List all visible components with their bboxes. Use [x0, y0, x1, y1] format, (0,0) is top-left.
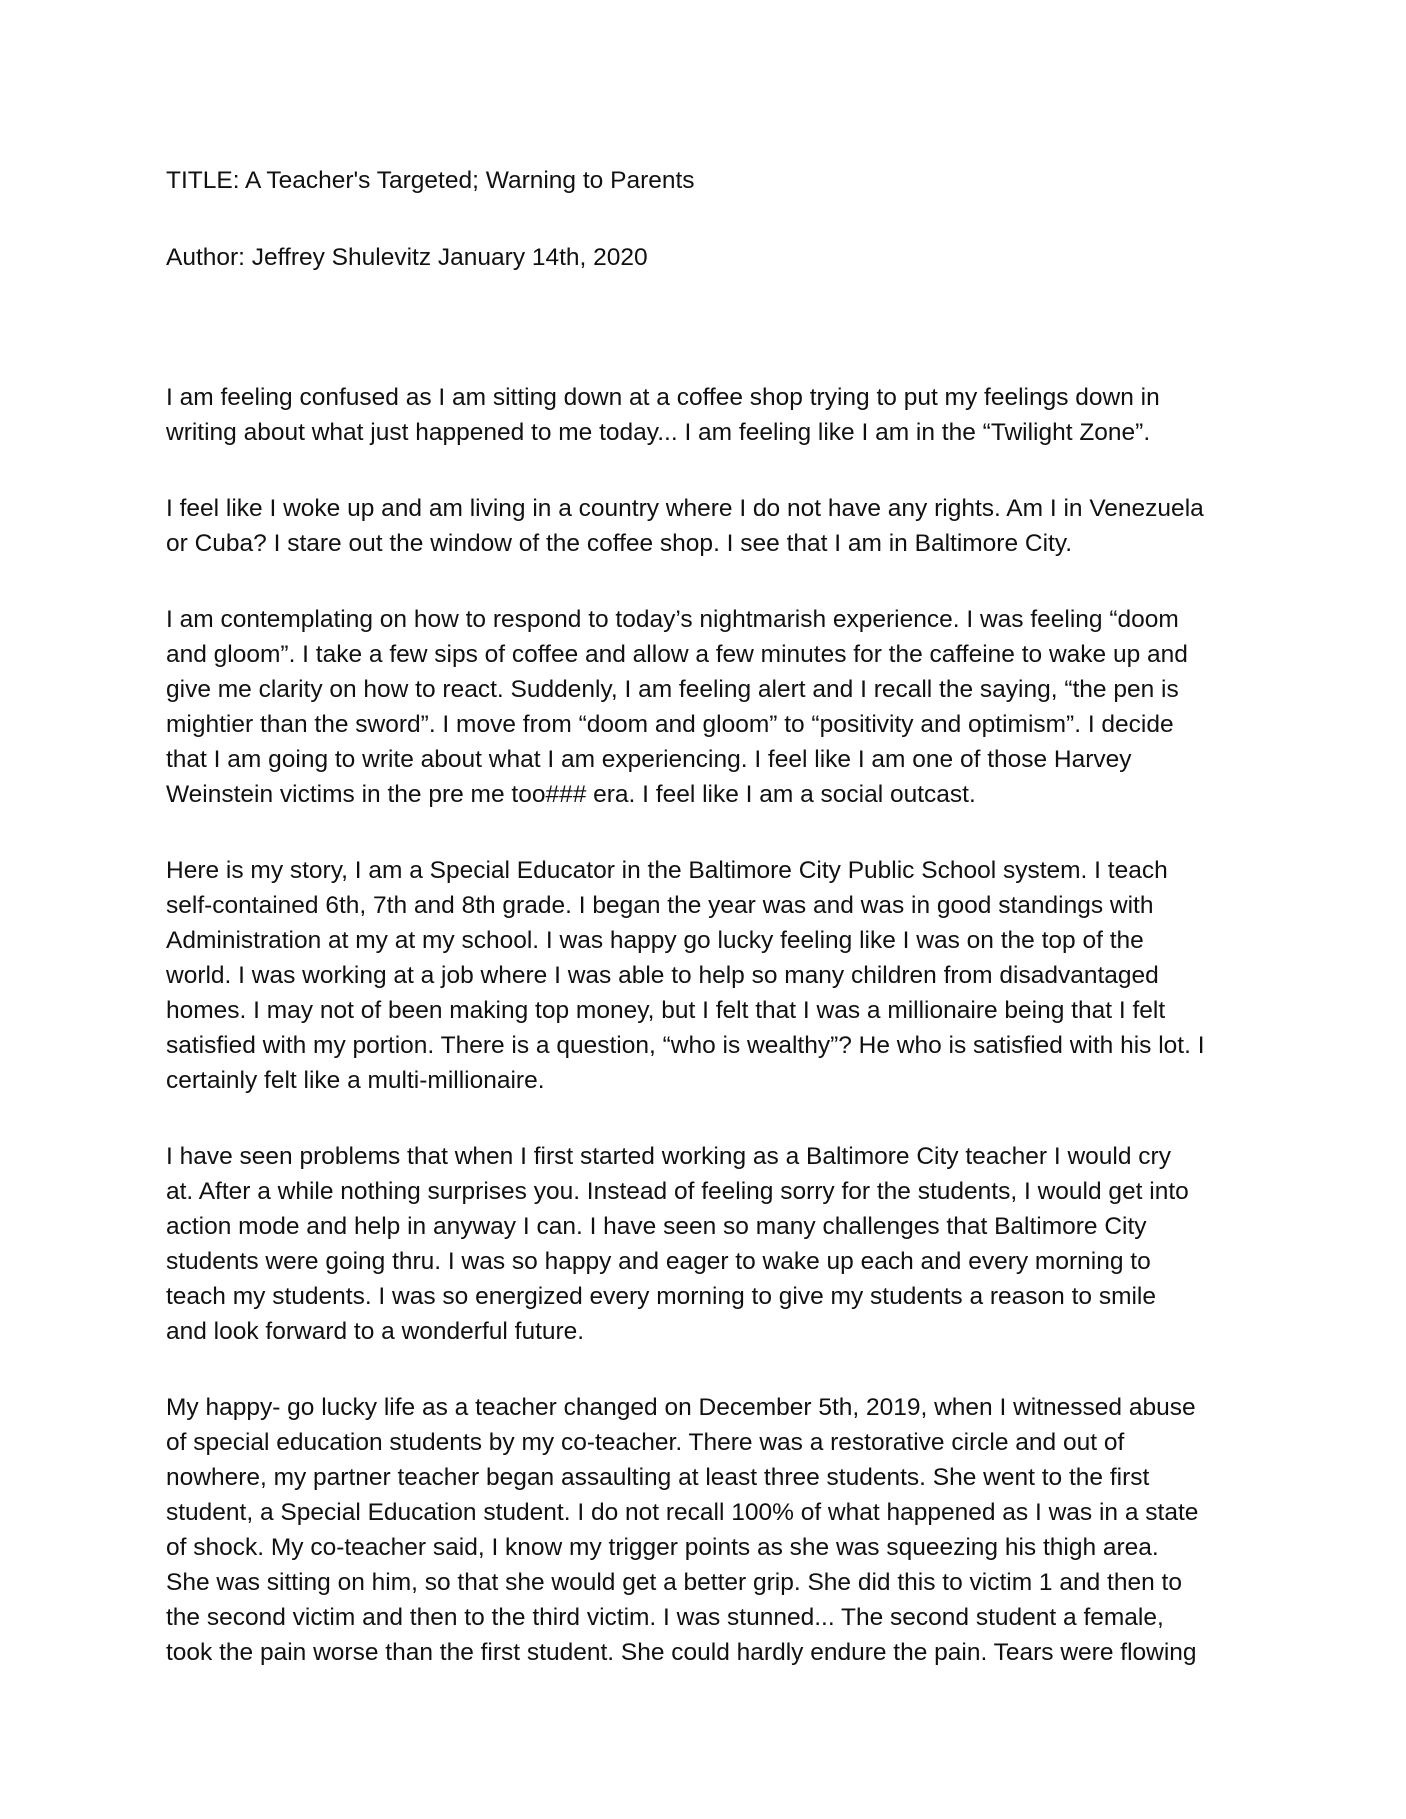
paragraph-line: I am contemplating on how to respond to today’s nightmarish experience. I was feeling “doom [166, 606, 1179, 633]
paragraph [166, 491, 1246, 561]
paragraph-line: took the pain worse than the first student. She could hardly endure the pain. Tears were flowing [166, 1639, 1197, 1666]
paragraph [166, 602, 1246, 812]
paragraph-line: certainly felt like a multi-millionaire. [166, 1067, 545, 1094]
paragraph-line: of shock. My co-teacher said, I know my trigger points as she was squeezing his thigh area. [166, 1534, 1159, 1561]
paragraph [166, 380, 1246, 450]
paragraph-line: mightier than the sword”. I move from “doom and gloom” to “positivity and optimism”. I decide [166, 711, 1174, 738]
document-body [166, 163, 1246, 1711]
paragraph-line: teach my students. I was so energized every morning to give my students a reason to smile [166, 1283, 1157, 1310]
paragraph-line: and gloom”. I take a few sips of coffee and allow a few minutes for the caffeine to wake up and [166, 641, 1188, 668]
paragraph-line: give me clarity on how to react. Suddenly, I am feeling alert and I recall the saying, “the pen is [166, 676, 1179, 703]
paragraph-line: Administration at my at my school. I was happy go lucky feeling like I was on the top of the [166, 927, 1144, 954]
paragraph-line: I have seen problems that when I first started working as a Baltimore City teacher I would cry [166, 1143, 1171, 1170]
paragraph-line: the second victim and then to the third victim. I was stunned... The second student a female, [166, 1604, 1164, 1631]
paragraph-line: students were going thru. I was so happy and eager to wake up each and every morning to [166, 1248, 1151, 1275]
paragraph-line: that I am going to write about what I am experiencing. I feel like I am one of those Harvey [166, 746, 1132, 773]
paragraph-line: She was sitting on him, so that she would get a better grip. She did this to victim 1 and then to [166, 1569, 1182, 1596]
paragraph-line: I feel like I woke up and am living in a country where I do not have any rights. Am I in Venezuela [166, 495, 1204, 522]
paragraph-line: and look forward to a wonderful future. [166, 1318, 585, 1345]
paragraph-line: student, a Special Education student. I do not recall 100% of what happened as I was in a state [166, 1499, 1199, 1526]
paragraph [166, 853, 1246, 1098]
paragraph [166, 1390, 1246, 1670]
paragraph-line: My happy- go lucky life as a teacher changed on December 5th, 2019, when I witnessed abuse [166, 1394, 1196, 1421]
paragraph-line: self-contained 6th, 7th and 8th grade. I began the year was and was in good standings with [166, 892, 1154, 919]
paragraph-list [166, 380, 1246, 1670]
paragraph-line: or Cuba? I stare out the window of the coffee shop. I see that I am in Baltimore City. [166, 530, 1073, 557]
paragraph-line: at. After a while nothing surprises you. Instead of feeling sorry for the students, I would get into [166, 1178, 1189, 1205]
document-author-date: Author: Jeffrey Shulevitz January 14th, 2020 [166, 244, 648, 271]
document-title: TITLE: A Teacher's Targeted; Warning to Parents [166, 167, 695, 194]
paragraph-line: world. I was working at a job where I was able to help so many children from disadvantaged [166, 962, 1159, 989]
paragraph-line: of special education students by my co-teacher. There was a restorative circle and out of [166, 1429, 1125, 1456]
paragraph-line: I am feeling confused as I am sitting down at a coffee shop trying to put my feelings down in [166, 384, 1160, 411]
paragraph-line: Weinstein victims in the pre me too### era. I feel like I am a social outcast. [166, 781, 976, 808]
paragraph-line: homes. I may not of been making top money, but I felt that I was a millionaire being that I felt [166, 997, 1166, 1024]
paragraph-line: nowhere, my partner teacher began assaulting at least three students. She went to the first [166, 1464, 1150, 1491]
paragraph-line: writing about what just happened to me today... I am feeling like I am in the “Twilight Zone”. [166, 419, 1151, 446]
paragraph-line: satisfied with my portion. There is a question, “who is wealthy”? He who is satisfied with his lot. I [166, 1032, 1205, 1059]
paragraph [166, 1139, 1246, 1349]
paragraph-line: Here is my story, I am a Special Educator in the Baltimore City Public School system. I teach [166, 857, 1168, 884]
paragraph-line: action mode and help in anyway I can. I have seen so many challenges that Baltimore City [166, 1213, 1147, 1240]
